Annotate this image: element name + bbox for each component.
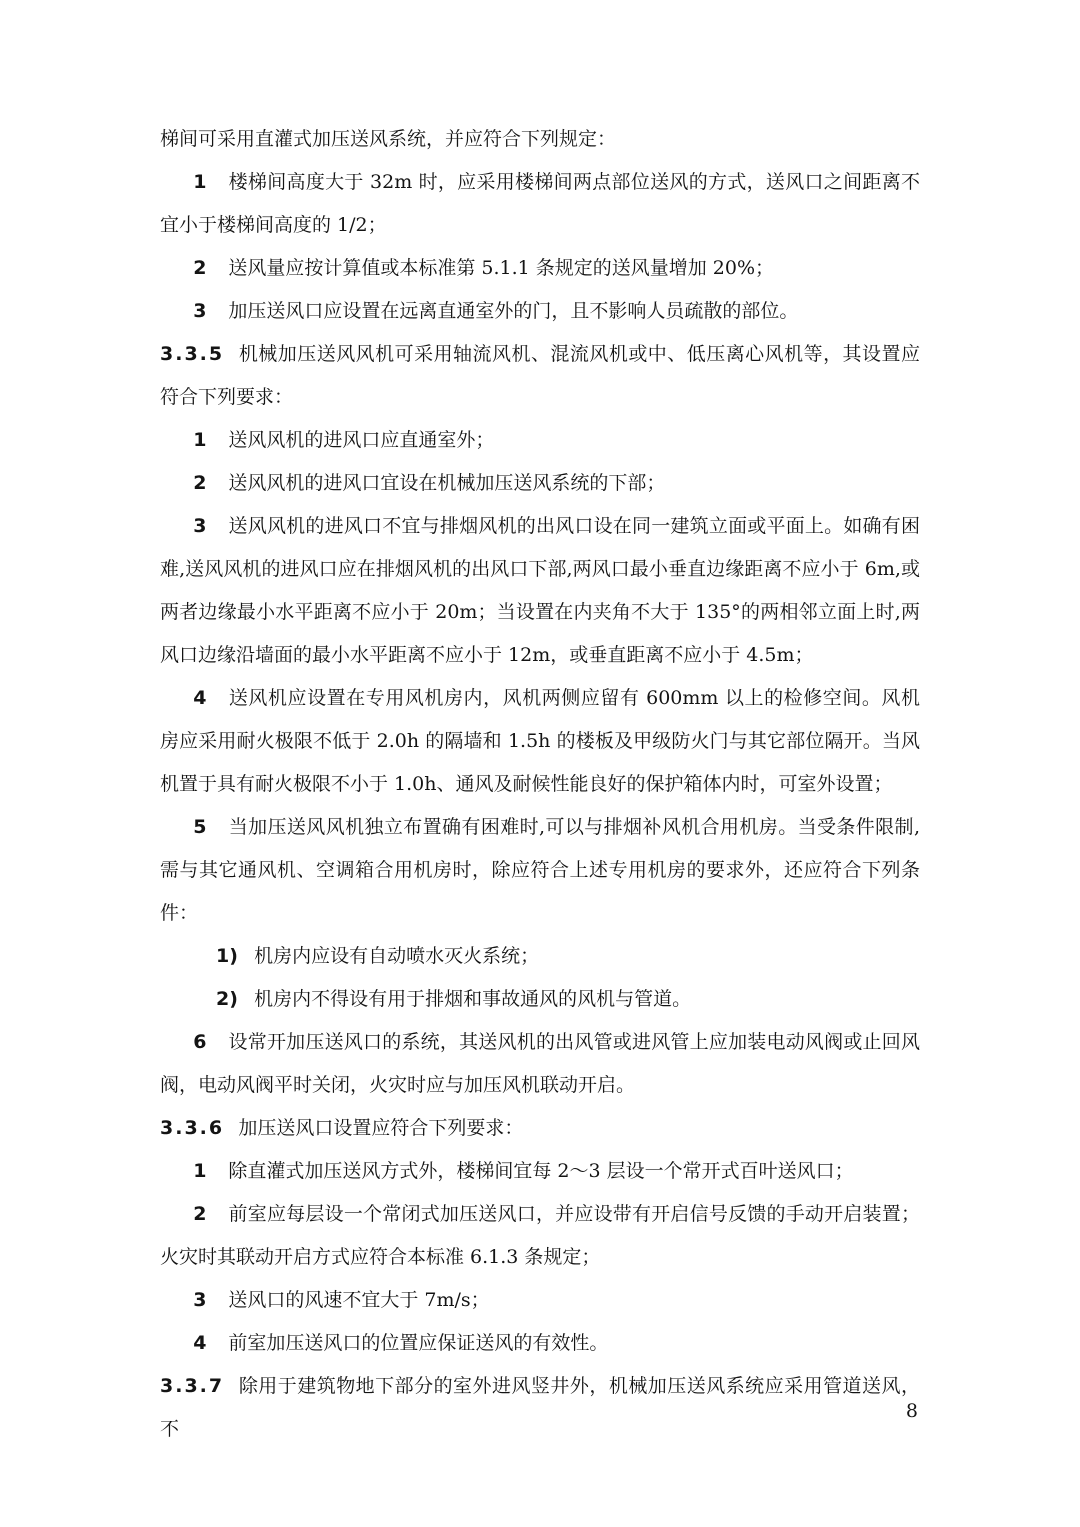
item-paragraph	[160, 419, 920, 462]
paragraph-text: 楼梯间高度大于 32m 时，应采用楼梯间两点部位送风的方式，送风口之间距离不宜小于楼梯间高度的 1/2；	[160, 171, 920, 236]
paragraph-number: 4	[193, 1332, 207, 1354]
paragraph-text: 送风量应按计算值或本标准第 5.1.1 条规定的送风量增加 20%；	[228, 257, 775, 279]
paragraph-number: 2	[193, 472, 207, 494]
section-paragraph	[160, 1107, 920, 1150]
paragraph-text: 送风风机的进风口不宜与排烟风机的出风口设在同一建筑立面或平面上。如确有困难,送风风机的进风口应在排烟风机的出风口下部,两风口最小垂直边缘距离不应小于 6m,或两者边缘最小水平距离不应小于 20m；当设置在内夹角不大于 135°的两相邻立面上时,两风口边缘沿墙面的最小水平距离不应小于 12m，或垂直距离不应小于 4.5m；	[160, 515, 920, 666]
paragraph-text: 除直灌式加压送风方式外，楼梯间宜每 2～3 层设一个常开式百叶送风口；	[228, 1160, 854, 1182]
continuation-paragraph	[160, 118, 920, 161]
paragraph-number: 3	[193, 300, 207, 322]
paragraph-text: 机械加压送风风机可采用轴流风机、混流风机或中、低压离心风机等，其设置应符合下列要求：	[160, 343, 920, 408]
item-paragraph	[160, 1150, 920, 1193]
paragraph-number: 5	[193, 816, 207, 838]
item-paragraph	[160, 462, 920, 505]
paragraph-text: 前室加压送风口的位置应保证送风的有效性。	[228, 1332, 609, 1354]
item-paragraph	[160, 806, 920, 935]
paragraph-number: 2)	[216, 988, 238, 1010]
paragraph-text: 梯间可采用直灌式加压送风系统，并应符合下列规定：	[160, 128, 617, 150]
paragraph-text: 前室应每层设一个常闭式加压送风口，并应设带有开启信号反馈的手动开启装置；火灾时其联动开启方式应符合本标准 6.1.3 条规定；	[160, 1203, 920, 1268]
item-paragraph	[160, 1279, 920, 1322]
section-paragraph	[160, 1365, 920, 1451]
document-content	[160, 118, 920, 1451]
paragraph-text: 送风口的风速不宜大于 7m/s；	[228, 1289, 490, 1311]
paragraph-number: 1	[193, 429, 207, 451]
paragraph-number: 3	[193, 1289, 207, 1311]
paragraph-text: 送风风机的进风口应直通室外；	[228, 429, 495, 451]
item-paragraph	[160, 677, 920, 806]
item-paragraph	[160, 161, 920, 247]
item-paragraph	[160, 1193, 920, 1279]
paragraph-number: 1)	[216, 945, 238, 967]
item-paragraph	[160, 1322, 920, 1365]
paragraph-number: 3	[193, 515, 207, 537]
item-paragraph	[160, 247, 920, 290]
subitem-paragraph	[160, 978, 920, 1021]
paragraph-number: 4	[193, 687, 207, 709]
paragraph-text: 机房内不得设有用于排烟和事故通风的风机与管道。	[254, 988, 692, 1010]
paragraph-number: 6	[193, 1031, 207, 1053]
item-paragraph	[160, 1021, 920, 1107]
paragraph-text: 除用于建筑物地下部分的室外进风竖井外，机械加压送风系统应采用管道送风，不	[160, 1375, 920, 1440]
paragraph-text: 当加压送风风机独立布置确有困难时,可以与排烟补风机合用机房。当受条件限制,需与其它通风机、空调箱合用机房时，除应符合上述专用机房的要求外，还应符合下列条件：	[160, 816, 920, 924]
subitem-paragraph	[160, 935, 920, 978]
paragraph-number: 2	[193, 257, 207, 279]
paragraph-number: 1	[193, 171, 207, 193]
paragraph-text: 加压送风口应设置在远离直通室外的门，且不影响人员疏散的部位。	[228, 300, 799, 322]
item-paragraph	[160, 505, 920, 677]
paragraph-number: 3.3.6	[160, 1117, 225, 1139]
paragraph-text: 送风风机的进风口宜设在机械加压送风系统的下部；	[228, 472, 666, 494]
page-number: 8	[905, 1400, 918, 1422]
item-paragraph	[160, 290, 920, 333]
paragraph-text: 送风机应设置在专用风机房内，风机两侧应留有 600mm 以上的检修空间。风机房应采用耐火极限不低于 2.0h 的隔墙和 1.5h 的楼板及甲级防火门与其它部位隔开。当风机置于具有耐火极限不小于 1.0h、通风及耐候性能良好的保护箱体内时，可室外设置；	[160, 687, 920, 795]
paragraph-number: 3.3.7	[160, 1375, 225, 1397]
section-paragraph	[160, 333, 920, 419]
paragraph-number: 2	[193, 1203, 207, 1225]
paragraph-number: 1	[193, 1160, 207, 1182]
paragraph-text: 设常开加压送风口的系统，其送风机的出风管或进风管上应加装电动风阀或止回风阀，电动风阀平时关闭，火灾时应与加压风机联动开启。	[160, 1031, 920, 1096]
paragraph-text: 机房内应设有自动喷水灭火系统；	[254, 945, 540, 967]
paragraph-text: 加压送风口设置应符合下列要求：	[238, 1117, 524, 1139]
paragraph-number: 3.3.5	[160, 343, 225, 365]
